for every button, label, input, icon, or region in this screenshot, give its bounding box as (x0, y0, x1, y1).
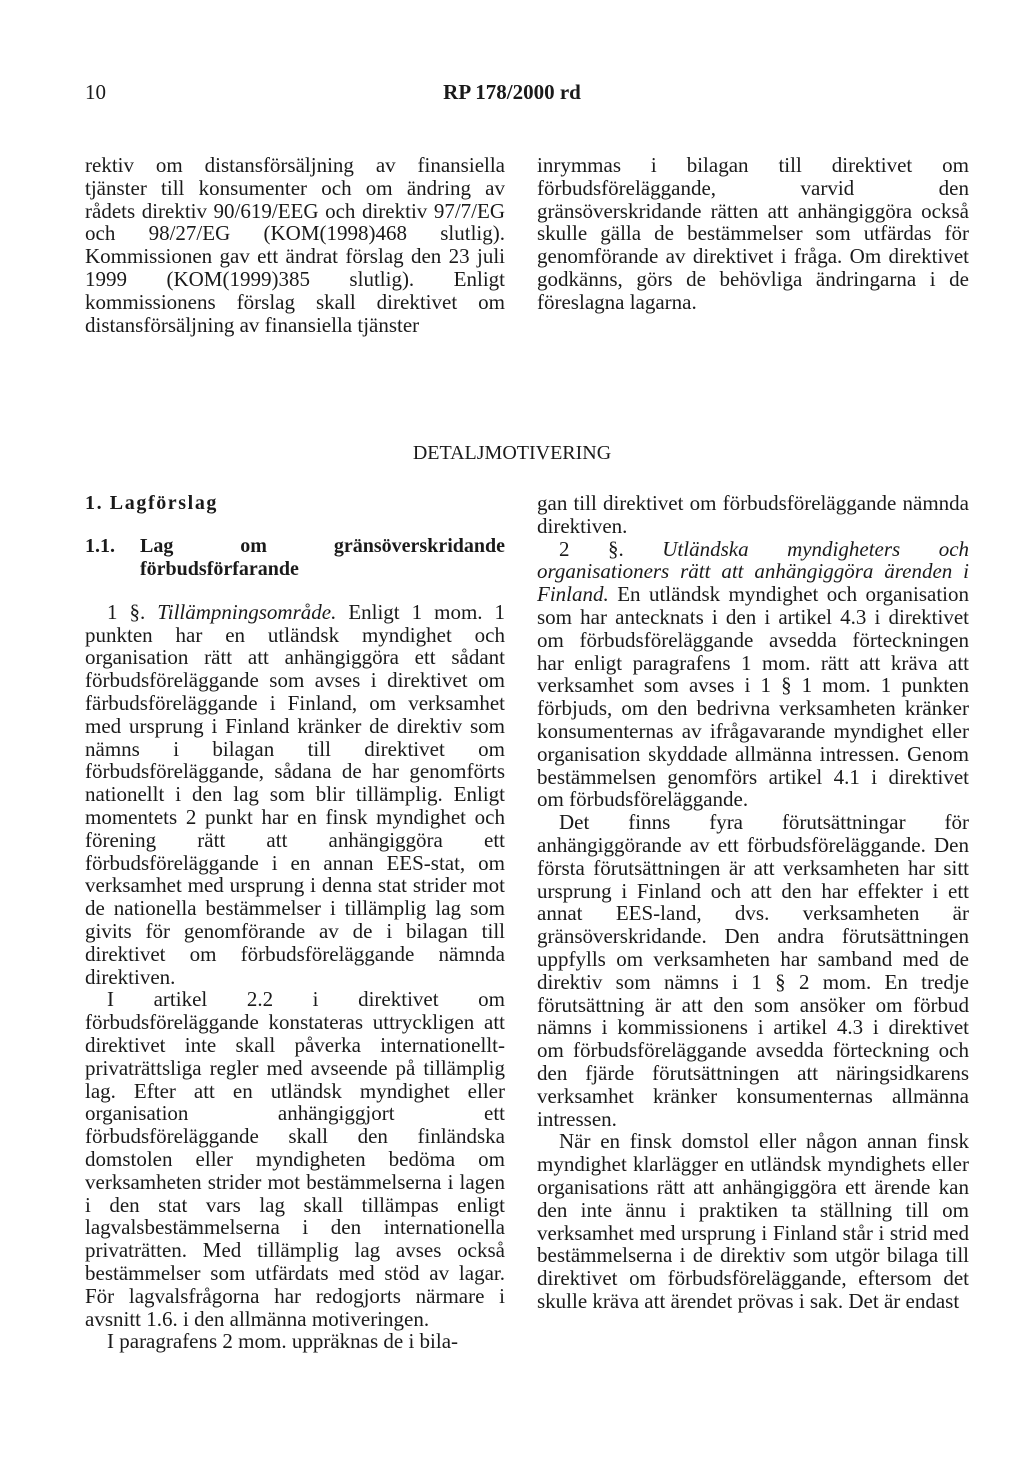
heading-number: 1.1. (85, 534, 115, 557)
left-column (85, 492, 505, 1353)
section-mark: 1 §. (107, 599, 146, 624)
heading-level-1: 1. Lagförslag (85, 492, 219, 514)
paragraph: I paragrafens 2 mom. uppräknas de i bila- (107, 1329, 459, 1354)
paragraph: Det finns fyra förutsättningar för anhängiggörande av ett förbudsföreläggande. Den första förutsättningen är att verksamheten har sitt ursprung i Finland och att den har effekter i ett annat EES-land, dvs. verksamheten är gränsöverskridande. Den andra förutsättningen uppfylls om verksamheten har samband med de direktiv som nämns i 1 § 2 mom. En tredje förutsättning är att den som ansöker om förbud nämns i kommissionens i artikel 4.3 i direktivet om förbudsföreläggande avsedda förteckning och den fjärde förutsättningen att näringsidkarens verksamhet kränker konsumenternas allmänna intressen. (537, 810, 969, 1131)
heading-level-2 (85, 535, 505, 581)
section-title-italic: Tillämpningsområde. (157, 599, 337, 624)
section-mark: 2 §. (559, 536, 624, 561)
page-number: 10 (85, 80, 106, 104)
paragraph-text: En utländsk myndighet och organisation som har antecknats i den i artikel 4.3 i direktivet om förbudsföreläggande avsedda förteckningen har enligt paragrafens 1 mom. rätt att kräva att verksamhet som avses i 1 § 1 mom. 1 punkten förbjuds, om den bedrivna verksamheten kränker konsumenternas av ifrågavarande myndighet eller organisation skyddade allmänna intressen. Genom bestämmelsen genomförs artikel 4.1 i direktivet om förbudsföreläggande. (537, 582, 969, 812)
paragraph: inrymmas i bilagan till direktivet om förbudsföreläggande, varvid den gränsöverskridande rätten att anhängiggöra också skulle gälla de bestämmelser som utfärdas för genomförande av direktivet i fråga. Om direktivet godkänns, görs de behövliga ändringarna i de föreslagna lagarna. (537, 153, 969, 314)
top-right-column (537, 154, 969, 314)
paragraph-text: Enligt 1 mom. 1 punkten har en utländsk myndighet och organisation rätt att anhängiggöra ett sådant förbudsföreläggande som avses i direktivet om färbudsföreläggande i Finland, om verksamhet med ursprung i Finland kränker de direktiv som nämns i bilagan till direktivet om förbudsföreläggande, sådana de har genomförts nationellt i den lag som blir tillämplig. Enligt momentets 2 punkt har en finsk myndighet och förening rätt att anhängiggöra ett förbudsföreläggande i en annan EES-stat, om verksamhet med ursprung i denna stat strider mot de nationella bestämmelser i tillämplig lag som givits för genomförande av de i bilagan till direktivet om förbudsföreläggande nämnda direktiven. (85, 599, 506, 989)
paragraph: rektiv om distansförsäljning av finansiella tjänster till konsumenter och om ändring av rådets direktiv 90/619/EEG och direktiv 97/7/EG och 98/27/EG (KOM(1998)468 slutlig). Kommissionen gav ett ändrat förslag den 23 juli 1999 (KOM(1999)385 slutlig). Enligt kommissionens förslag skall direktivet om distansförsäljning av finansiella tjänster (85, 153, 505, 337)
paragraph: gan till direktivet om förbudsföreläggande nämnda direktiven. (537, 491, 969, 538)
section-title: DETALJMOTIVERING (412, 442, 612, 464)
top-left-column (85, 154, 505, 336)
document-id: RP 178/2000 rd (443, 80, 581, 104)
paragraph: När en finsk domstol eller någon annan finsk myndighet klarlägger en utländsk myndighets eller organisations rätt att anhängiggöra ett ärende kan den inte ännu i praktiken ta ställning till om verksamhet med ursprung i Finland står i strid med bestämmelserna i de direktiv som utgör bilaga till direktivet om förbudsföreläggande, eftersom det skulle kräva att ärendet prövas i sak. Det är endast (537, 1129, 969, 1313)
paragraph: I artikel 2.2 i direktivet om förbudsföreläggande konstateras uttryckligen att direktivet inte skall påverka internationellt-privaträttsliga regler med avseende på tillämplig lag. Efter att en utländsk myndighet eller organisation anhängiggjort ett förbudsföreläggande skall den finländska domstolen eller myndigheten bedöma om verksamheten strider mot bestämmelserna i lagen i den stat vars lag skall tillämpas enligt lagvalsbestämmelserna i den internationella privaträtten. Med tillämplig lag avses också bestämmelser som utfärdats med stöd av lagar. För lagvalsfrågorna har redogjorts närmare i avsnitt 1.6. i den allmänna motiveringen. (85, 987, 505, 1331)
paragraph (537, 538, 969, 812)
section-title-italic: Utländska myndigheters och organisationers rätt att anhängiggöra ärenden i Finland. (537, 536, 970, 607)
right-column (537, 492, 969, 1313)
heading-text: Lag om gränsöverskridande förbudsförfarande (140, 534, 505, 580)
paragraph (85, 601, 505, 989)
